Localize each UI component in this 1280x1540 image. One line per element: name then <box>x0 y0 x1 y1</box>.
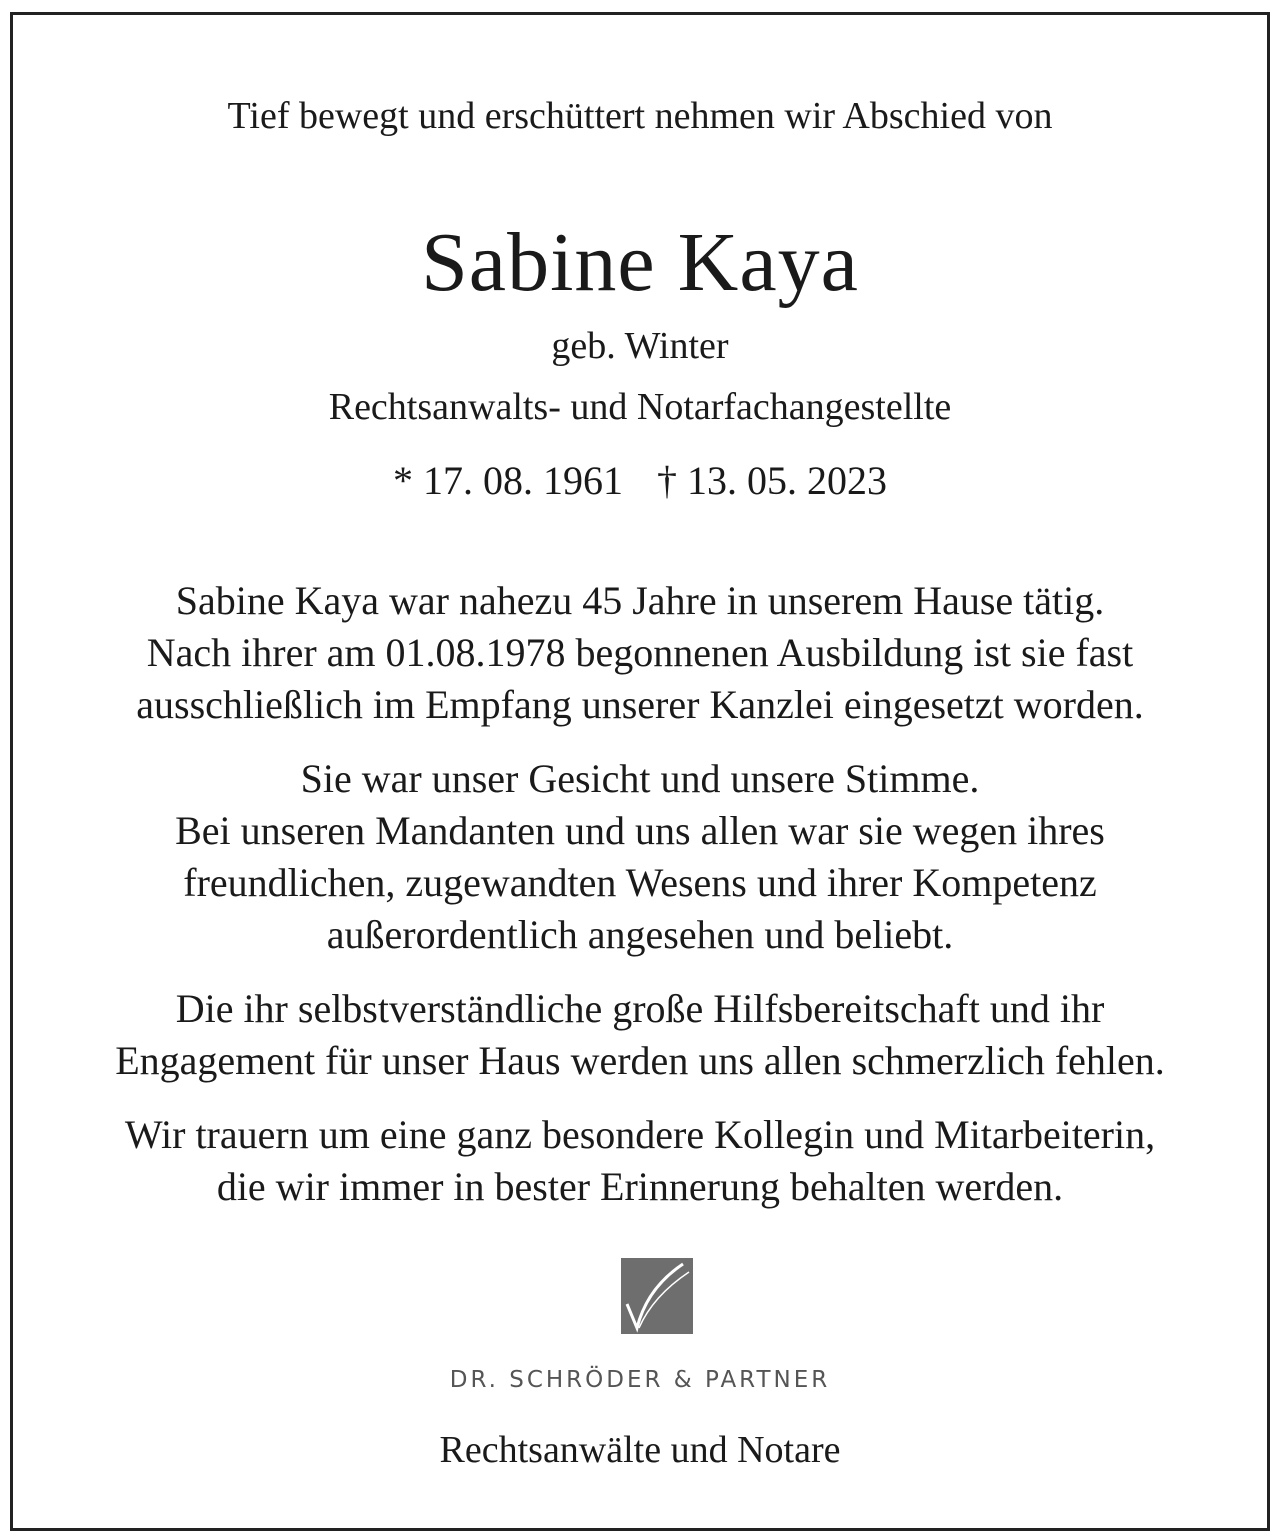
obituary-notice <box>10 12 1270 1531</box>
birth-name: geb. Winter <box>551 325 729 367</box>
firm-subtitle: Rechtsanwälte und Notare <box>439 1429 841 1471</box>
paragraph-tenure <box>13 575 1267 731</box>
paragraph-line: Wir trauern um eine ganz besondere Kollegin und Mitarbeiterin, <box>124 1112 1156 1157</box>
firm-logo-icon <box>621 1258 693 1334</box>
paragraph-line: Bei unseren Mandanten und uns allen war sie wegen ihres <box>175 808 1105 853</box>
death-date: † 13. 05. 2023 <box>657 458 887 503</box>
birth-date: * 17. 08. 1961 <box>393 458 623 503</box>
life-dates <box>13 455 1267 507</box>
intro-text: Tief bewegt und erschüttert nehmen wir Abschied von <box>227 95 1053 137</box>
paragraph-line: Die ihr selbstverständliche große Hilfsbereitschaft und ihr <box>175 986 1105 1031</box>
paragraph-character <box>13 753 1267 961</box>
paragraph-line: ausschließlich im Empfang unserer Kanzlei eingesetzt worden. <box>136 682 1144 727</box>
paragraph-engagement <box>13 983 1267 1087</box>
paragraph-line: die wir immer in bester Erinnerung behalten werden. <box>216 1164 1064 1209</box>
paragraph-line: Nach ihrer am 01.08.1978 begonnenen Ausbildung ist sie fast <box>146 630 1134 675</box>
firm-name: DR. SCHRÖDER & PARTNER <box>449 1367 831 1393</box>
paragraph-line: Sie war unser Gesicht und unsere Stimme. <box>300 756 980 801</box>
deceased-name: Sabine Kaya <box>421 216 859 309</box>
profession: Rechtsanwalts- und Notarfachangestellte <box>328 386 952 428</box>
paragraph-mourning <box>13 1109 1267 1213</box>
paragraph-line: Sabine Kaya war nahezu 45 Jahre in unserem Hause tätig. <box>175 578 1105 623</box>
paragraph-line: Engagement für unser Haus werden uns allen schmerzlich fehlen. <box>115 1038 1165 1083</box>
paragraph-line: außerordentlich angesehen und beliebt. <box>326 912 954 957</box>
paragraph-line: freundlichen, zugewandten Wesens und ihrer Kompetenz <box>183 860 1097 905</box>
